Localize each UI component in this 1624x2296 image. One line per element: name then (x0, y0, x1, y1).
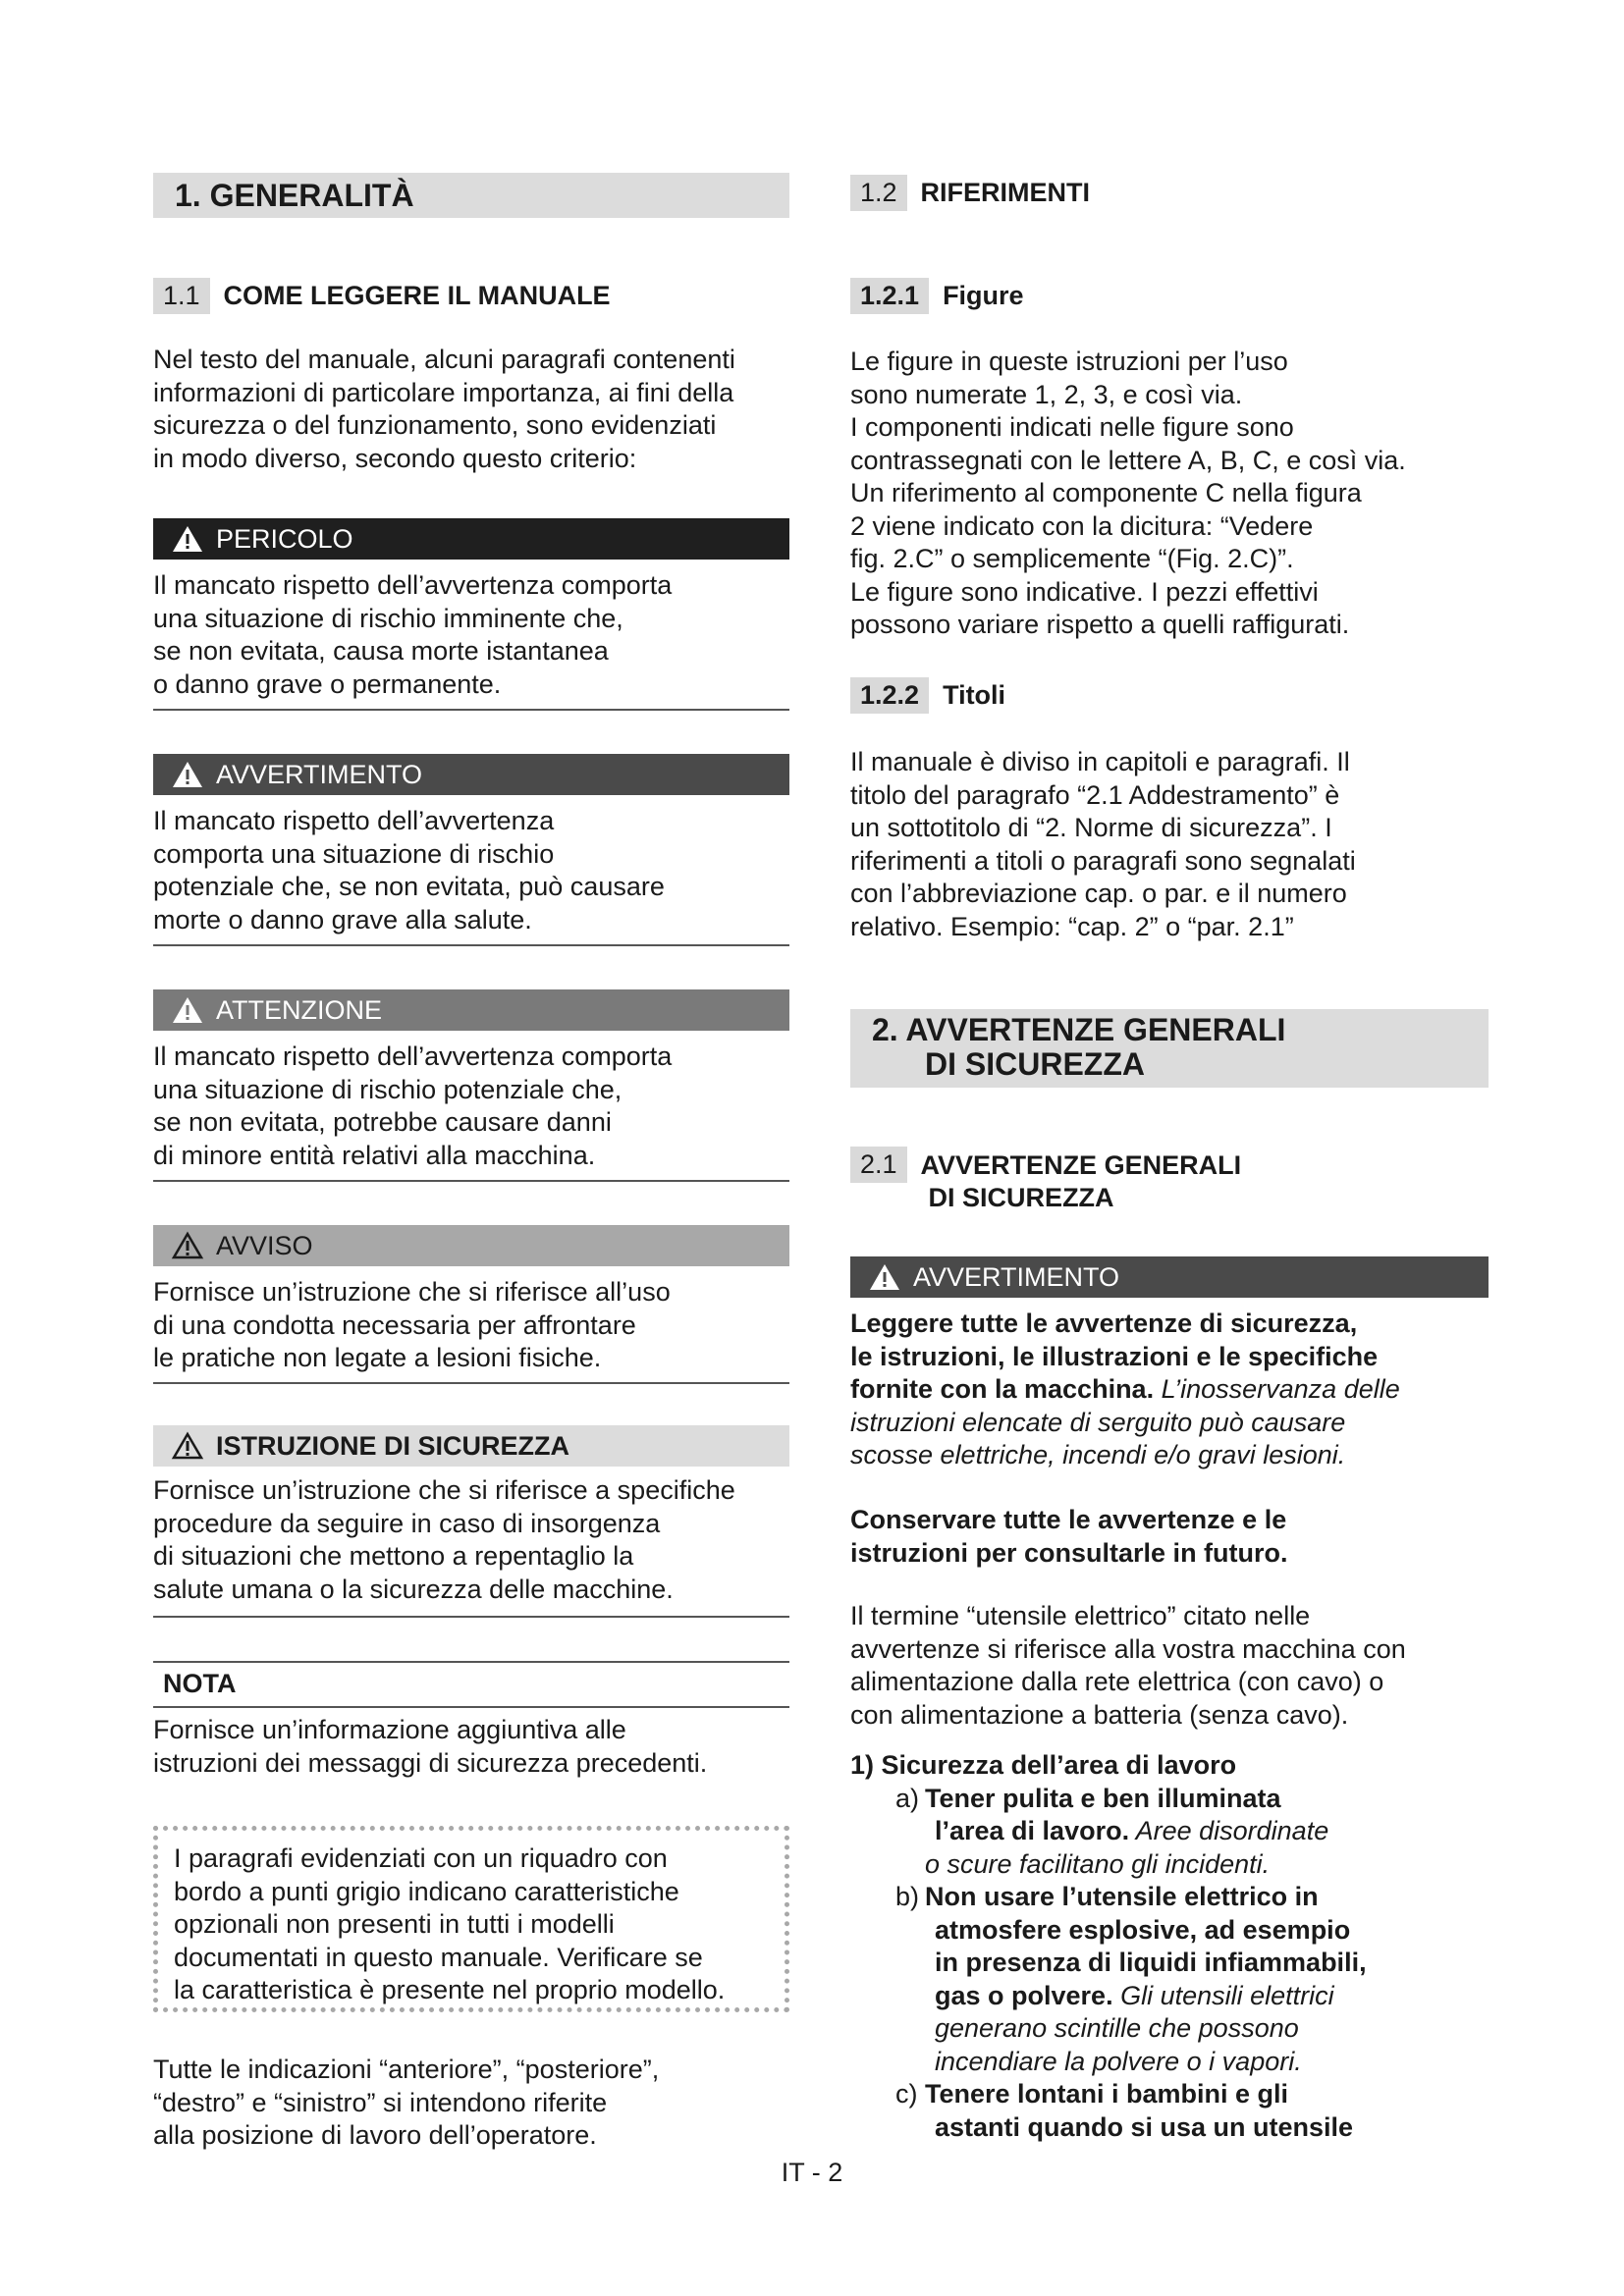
divider (153, 1180, 789, 1182)
avviso-banner (153, 1225, 789, 1266)
divider (153, 1661, 789, 1663)
banner-label: AVVERTIMENTO (216, 759, 423, 789)
section-2-1-heading (850, 1147, 1489, 1214)
avvertimento-paragraph (850, 1308, 1508, 1472)
text-line: possono variare rispetto a quelli raffigurati. (850, 610, 1350, 639)
list-item-a (850, 1783, 1508, 1882)
attenzione-text (153, 1041, 801, 1172)
list-letter: a) (895, 1783, 920, 1813)
intro-paragraph (153, 344, 801, 475)
section-1-2-1-heading (850, 278, 1489, 314)
text-line: istruzioni per consultarle in futuro. (850, 1537, 1288, 1568)
warning-triangle-icon (171, 760, 204, 789)
section-title: COME LEGGERE IL MANUALE (223, 281, 611, 310)
section-number: 1.2.2 (850, 677, 929, 714)
text-line: se non evitata, potrebbe causare danni (153, 1107, 612, 1137)
text-span: Aree disordinate (1129, 1816, 1329, 1845)
divider (153, 1616, 789, 1618)
text-line: Il mancato rispetto dell’avvertenza comporta (153, 570, 673, 600)
section-number: 1.1 (153, 278, 210, 314)
divider (153, 709, 789, 711)
text-line: sono numerate 1, 2, 3, e così via. (850, 379, 1243, 409)
text-line: un sottotitolo di “2. Norme di sicurezza”. I (850, 813, 1332, 842)
istruzione-text (153, 1474, 801, 1606)
text-line: Le figure in queste istruzioni per l’uso (850, 347, 1288, 376)
text-line: atmosfere esplosive, ad esempio (935, 1914, 1351, 1945)
text-line: Fornisce un’istruzione che si riferisce all’uso (153, 1277, 671, 1307)
text-span: L’inosservanza delle (1154, 1374, 1400, 1404)
text-line: di situazioni che mettono a repentaglio la (153, 1541, 634, 1571)
termine-paragraph (850, 1600, 1508, 1732)
text-span: fornite con la macchina. (850, 1374, 1155, 1404)
text-span: gas o polvere. (935, 1980, 1113, 2010)
text-line: comporta una situazione di rischio (153, 838, 555, 869)
divider (153, 944, 789, 946)
text-line: scosse elettriche, incendi e/o gravi lesioni. (850, 1440, 1346, 1469)
section-title: Figure (943, 281, 1024, 310)
optional-features-note-box (153, 1826, 789, 2012)
banner-label: AVVISO (216, 1230, 313, 1260)
text-line: Il mancato rispetto dell’avvertenza (153, 806, 555, 835)
text-line: alimentazione dalla rete elettrica (con cavo) o (850, 1667, 1384, 1696)
text-line: istruzioni elencate di serguito può causare (850, 1407, 1346, 1437)
text-line: Tutte le indicazioni “anteriore”, “posteriore”, (153, 2055, 660, 2084)
section-number: 2.1 (850, 1147, 907, 1183)
list-letter: b) (895, 1882, 920, 1911)
titoli-paragraph (850, 746, 1498, 943)
nota-text (153, 1714, 801, 1780)
text-line: le pratiche non legate a lesioni fisiche. (153, 1343, 602, 1372)
text-line: Conservare tutte le avvertenze e le (850, 1505, 1287, 1534)
text-line: opzionali non presenti in tutti i modelli (174, 1909, 615, 1939)
text-line: con l’abbreviazione cap. o par. e il numero (850, 879, 1347, 908)
section-title: RIFERIMENTI (920, 178, 1091, 207)
text-line: relativo. Esempio: “cap. 2” o “par. 2.1” (850, 911, 1294, 941)
text-line: I paragrafi evidenziati con un riquadro con (174, 1843, 668, 1873)
warning-triangle-icon (868, 1262, 901, 1292)
text-line: riferimenti a titoli o paragrafi sono segnalati (850, 845, 1356, 876)
list-title: 1) Sicurezza dell’area di lavoro (850, 1750, 1237, 1780)
section-number: 1.2.1 (850, 278, 929, 314)
banner-label: PERICOLO (216, 523, 353, 554)
text-line: salute umana o la sicurezza delle macchine. (153, 1574, 674, 1604)
text-line: le istruzioni, le illustrazioni e le specifiche (850, 1341, 1379, 1371)
text-line: documentati in questo manuale. Verificare se (174, 1942, 703, 1972)
chapter-2-title-line-2: DI SICUREZZA (925, 1046, 1145, 1082)
text-line: o danno grave o permanente. (153, 668, 502, 699)
text-line: Tener pulita e ben illuminata (925, 1783, 1281, 1813)
figure-paragraph (850, 346, 1498, 642)
text-span: Gli utensili elettrici (1112, 1980, 1334, 2010)
pericolo-text (153, 569, 801, 701)
text-line: I componenti indicati nelle figure sono (850, 412, 1294, 442)
section-1-2-2-heading (850, 677, 1489, 714)
section-title-line: AVVERTENZE GENERALI (920, 1150, 1242, 1180)
text-line: informazioni di particolare importanza, ai fini della (153, 377, 734, 407)
avviso-text (153, 1276, 801, 1375)
banner-label: ATTENZIONE (216, 994, 383, 1025)
text-line: sicurezza o del funzionamento, sono evidenziati (153, 410, 717, 440)
text-line: istruzioni dei messaggi di sicurezza precedenti. (153, 1747, 708, 1778)
text-line: in presenza di liquidi infiammabili, (935, 1948, 1367, 1977)
text-line: una situazione di rischio imminente che, (153, 603, 623, 633)
chapter-2-title-line-1: 2. AVVERTENZE GENERALI (872, 1012, 1286, 1047)
list-item-c (850, 2078, 1508, 2144)
text-line: Le figure sono indicative. I pezzi effettivi (850, 576, 1319, 607)
text-line: in modo diverso, secondo questo criterio: (153, 443, 637, 473)
divider (153, 1706, 789, 1708)
text-line: di una condotta necessaria per affrontare (153, 1309, 636, 1340)
warning-triangle-icon (171, 524, 204, 554)
text-line: avvertenze si riferisce alla vostra macchina con (850, 1633, 1406, 1664)
divider (153, 1382, 789, 1384)
section-title-line: DI SICUREZZA (928, 1183, 1114, 1212)
conserve-paragraph (850, 1504, 1498, 1570)
section-title: Titoli (943, 680, 1006, 710)
text-line: di minore entità relativi alla macchina. (153, 1140, 596, 1170)
text-line: una situazione di rischio potenziale che, (153, 1074, 623, 1104)
pericolo-banner (153, 518, 789, 560)
text-line: alla posizione di lavoro dell’operatore. (153, 2120, 597, 2150)
text-line: incendiare la polvere o i vapori. (935, 2046, 1302, 2076)
text-line: Nel testo del manuale, alcuni paragrafi contenenti (153, 345, 735, 374)
text-line: o scure facilitano gli incidenti. (925, 1848, 1271, 1879)
text-line: Non usare l’utensile elettrico in (925, 1882, 1319, 1911)
positions-paragraph (153, 2054, 801, 2153)
avvertimento-text (153, 805, 801, 936)
text-line: Fornisce un’informazione aggiuntiva alle (153, 1715, 626, 1744)
text-line: la caratteristica è presente nel proprio modello. (174, 1975, 726, 2004)
text-line: morte o danno grave alla salute. (153, 904, 532, 934)
text-line: Il termine “utensile elettrico” citato nelle (850, 1601, 1311, 1630)
work-area-safety-list (850, 1749, 1508, 2144)
text-line: “destro” e “sinistro” si intendono riferite (153, 2087, 608, 2117)
text-line: Tenere lontani i bambini e gli (925, 2079, 1289, 2109)
section-1-1-heading (153, 278, 789, 314)
istruzione-banner (153, 1425, 789, 1467)
text-line: con alimentazione a batteria (senza cavo). (850, 1699, 1349, 1730)
attenzione-banner (153, 989, 789, 1031)
text-line: se non evitata, causa morte istantanea (153, 636, 609, 666)
avvertimento-banner (153, 754, 789, 795)
page-number: IT - 2 (781, 2158, 843, 2187)
warning-triangle-outline-icon (171, 1431, 204, 1461)
chapter-2-heading (850, 1009, 1489, 1088)
text-line: Il mancato rispetto dell’avvertenza comporta (153, 1041, 673, 1071)
chapter-1-heading (153, 173, 789, 218)
warning-triangle-icon (171, 995, 204, 1025)
text-line: Un riferimento al componente C nella figura (850, 478, 1362, 507)
text-line: generano scintille che possono (935, 2013, 1299, 2043)
text-span: l’area di lavoro. (935, 1816, 1130, 1845)
nota-label: NOTA (163, 1669, 237, 1698)
text-line: procedure da seguire in caso di insorgenza (153, 1508, 661, 1538)
list-letter: c) (895, 2079, 918, 2109)
section-1-2-heading (850, 175, 1489, 211)
text-line: Il manuale è diviso in capitoli e paragrafi. Il (850, 747, 1350, 776)
text-line: Fornisce un’istruzione che si riferisce a specifiche (153, 1475, 735, 1505)
text-line: astanti quando si usa un utensile (935, 2111, 1354, 2142)
banner-label: AVVERTIMENTO (913, 1261, 1120, 1292)
text-line: contrassegnati con le lettere A, B, C, e così via. (850, 445, 1406, 475)
text-line: potenziale che, se non evitata, può causare (153, 872, 665, 901)
text-line: 2 viene indicato con la dicitura: “Vedere (850, 510, 1314, 541)
banner-label: ISTRUZIONE DI SICUREZZA (216, 1430, 570, 1461)
text-line: bordo a punti grigio indicano caratteristiche (174, 1876, 679, 1906)
chapter-1-title: 1. GENERALITÀ (175, 178, 414, 213)
section-number: 1.2 (850, 175, 907, 211)
text-line: Leggere tutte le avvertenze di sicurezza, (850, 1308, 1358, 1338)
text-line: titolo del paragrafo “2.1 Addestramento” è (850, 779, 1340, 810)
warning-triangle-outline-icon (171, 1231, 204, 1260)
avvertimento-banner (850, 1256, 1489, 1298)
list-item-b (850, 1881, 1508, 2078)
text-line: fig. 2.C” o semplicemente “(Fig. 2.C)”. (850, 544, 1294, 573)
